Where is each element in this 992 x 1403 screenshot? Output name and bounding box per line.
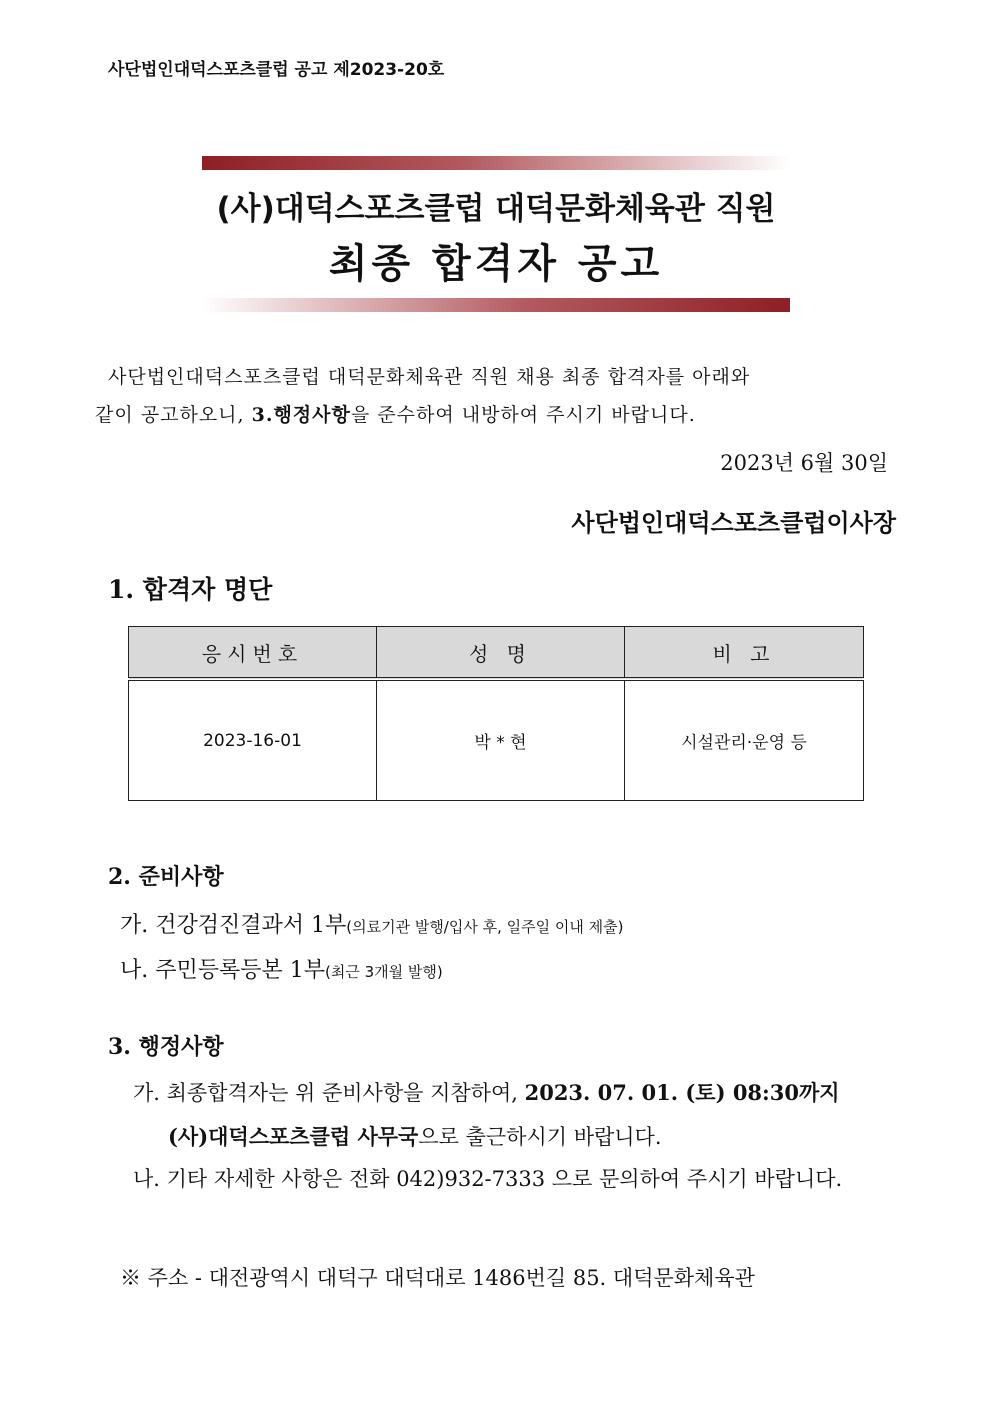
admin-item-2: 나. 기타 자세한 사항은 전화 042)932-7333 으로 문의하여 주시기 바랍니다. [133,1167,843,1191]
prep-item-2-detail: (최근 3개월 발행) [325,963,443,981]
notice-date: 2023년 6월 30일 [720,451,888,475]
notice-number: 사단법인대덕스포츠클럽 공고 제2023-20호 [108,60,445,80]
intro-line-2-pre: 같이 공고하오니, [95,404,252,426]
col-note: 비 고 [625,627,864,680]
admin-item-1 [133,1077,840,1107]
intro-admin-ref: 3.행정사항 [251,404,351,426]
prep-item-1 [120,908,623,939]
address: ※ 주소 - 대전광역시 대덕구 대덕대로 1486번길 85. 대덕문화체육관 [120,1266,755,1290]
col-name: 성 명 [377,627,625,680]
cell-note: 시설관리·운영 등 [625,679,864,801]
page-subtitle: 최종 합격자 공고 [328,241,664,287]
prep-item-1-text: 가. 건강검진결과서 1부 [120,913,347,938]
admin-item-1-post: 으로 출근하시기 바랍니다. [418,1125,662,1149]
title-bar-top [202,156,790,170]
signer: 사단법인대덕스포츠클럽이사장 [571,509,896,537]
admin-item-1-office: (사)대덕스포츠클럽 사무국 [168,1124,419,1149]
admin-item-1-pre: 가. 최종합격자는 위 준비사항을 지참하여, [133,1081,525,1105]
prep-item-2-text: 나. 주민등록등본 1부 [120,958,325,983]
cell-exam-no: 2023-16-01 [129,679,377,801]
prep-item-2 [120,953,443,984]
section2-heading: 2. 준비사항 [108,864,224,890]
table-row [129,679,864,801]
page-title: (사)대덕스포츠클럽 대덕문화체육관 직원 [216,191,776,227]
section3-heading: 3. 행정사항 [108,1034,224,1060]
passer-table [128,626,864,801]
prep-item-1-detail: (의료기관 발행/입사 후, 일주일 이내 제출) [346,918,624,936]
title-bar-bottom [202,298,790,312]
intro-line-1: 사단법인대덕스포츠클럽 대덕문화체육관 직원 채용 최종 합격자를 아래와 [108,366,751,388]
intro-line-2-post: 을 준수하여 내방하여 주시기 바랍니다. [350,404,696,426]
cell-name: 박 * 현 [377,679,625,801]
section1-heading: 1. 합격자 명단 [108,575,273,604]
admin-item-1-deadline: 2023. 07. 01. (토) 08:30까지 [524,1080,840,1105]
table-header-row [129,627,864,680]
intro-line-2 [95,400,696,427]
admin-item-1-line2 [168,1121,662,1151]
col-exam-no: 응시번호 [129,627,377,680]
